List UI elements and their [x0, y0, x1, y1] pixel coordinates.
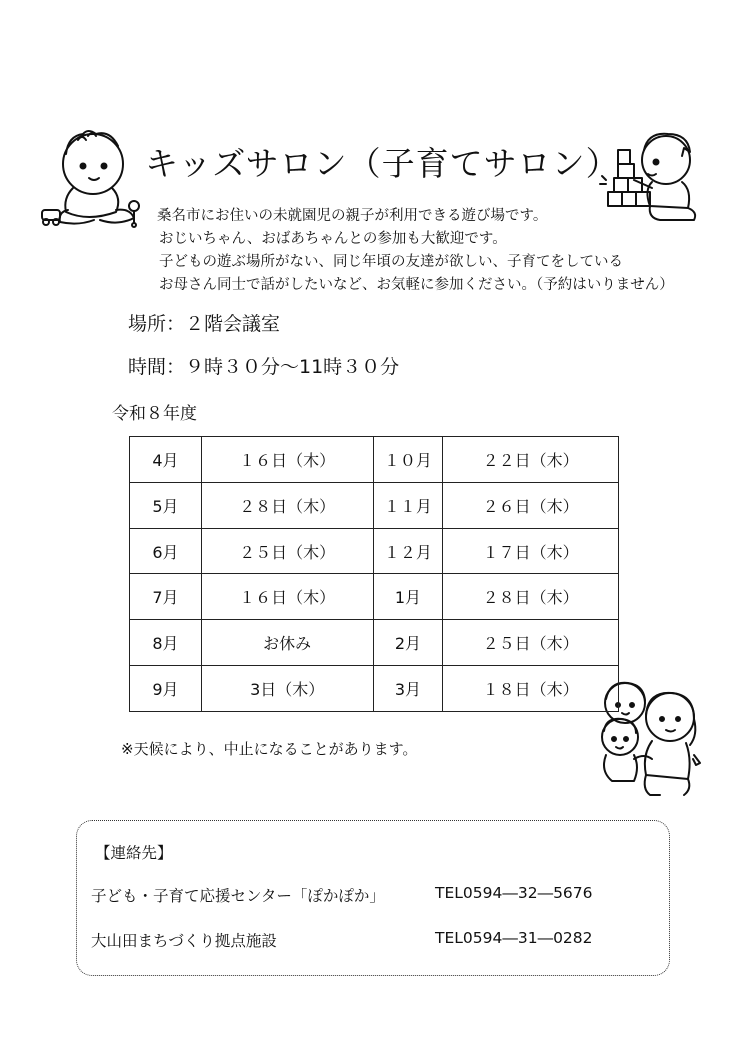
baby-with-toys-icon	[38, 126, 158, 236]
date-cell: １８日（木）	[443, 666, 619, 712]
year-label: 令和８年度	[112, 404, 197, 424]
weather-note: ※天候により、中止になることがあります。	[121, 740, 418, 758]
month-cell: １２月	[373, 528, 443, 574]
month-cell: 2月	[373, 620, 443, 666]
intro-text	[157, 205, 674, 297]
place-info: 場所：２階会議室	[128, 313, 281, 335]
month-cell: 9月	[130, 666, 202, 712]
date-cell: ２２日（木）	[443, 437, 619, 483]
month-cell: 5月	[130, 482, 202, 528]
time-info: 時間：９時３０分～11時３０分	[128, 356, 400, 378]
date-cell: 3日（木）	[201, 666, 373, 712]
date-cell: ２５日（木）	[443, 620, 619, 666]
intro-line: 子どもの遊ぶ場所がない、同じ年頃の友達が欲しい、子育てをしている	[159, 254, 623, 270]
month-cell: １０月	[373, 437, 443, 483]
table-row	[130, 666, 619, 712]
table-row	[130, 620, 619, 666]
intro-line: 桑名市にお住いの未就園児の親子が利用できる遊び場です。	[157, 208, 548, 224]
intro-line: おじいちゃん、おばあちゃんとの参加も大歓迎です。	[159, 231, 507, 247]
schedule-table	[129, 436, 619, 712]
contact-org-2: 大山田まちづくり拠点施設	[91, 932, 277, 950]
date-cell: ２８日（木）	[201, 482, 373, 528]
table-row	[130, 482, 619, 528]
month-cell: 8月	[130, 620, 202, 666]
table-row	[130, 437, 619, 483]
contact-org-1: 子ども・子育て応援センター「ぽかぽか」	[91, 887, 385, 905]
page-title: キッズサロン（子育てサロン）	[145, 144, 620, 183]
month-cell: 7月	[130, 574, 202, 620]
contact-tel-2: TEL0594―31―0282	[435, 929, 593, 947]
month-cell: 3月	[373, 666, 443, 712]
date-cell: １７日（木）	[443, 528, 619, 574]
month-cell: 1月	[373, 574, 443, 620]
month-cell: 6月	[130, 528, 202, 574]
month-cell: １１月	[373, 482, 443, 528]
contact-box	[76, 820, 670, 976]
date-cell: ２８日（木）	[443, 574, 619, 620]
table-row	[130, 528, 619, 574]
date-cell: １６日（木）	[201, 574, 373, 620]
month-cell: 4月	[130, 437, 202, 483]
date-cell: １６日（木）	[201, 437, 373, 483]
contact-heading: 【連絡先】	[95, 844, 173, 862]
table-row	[130, 574, 619, 620]
date-cell: ２５日（木）	[201, 528, 373, 574]
date-cell: ２６日（木）	[443, 482, 619, 528]
contact-tel-1: TEL0594―32―5676	[435, 884, 593, 902]
date-cell: お休み	[201, 620, 373, 666]
intro-line: お母さん同士で話がしたいなど、お気軽に参加ください。（予約はいりません）	[159, 277, 674, 293]
